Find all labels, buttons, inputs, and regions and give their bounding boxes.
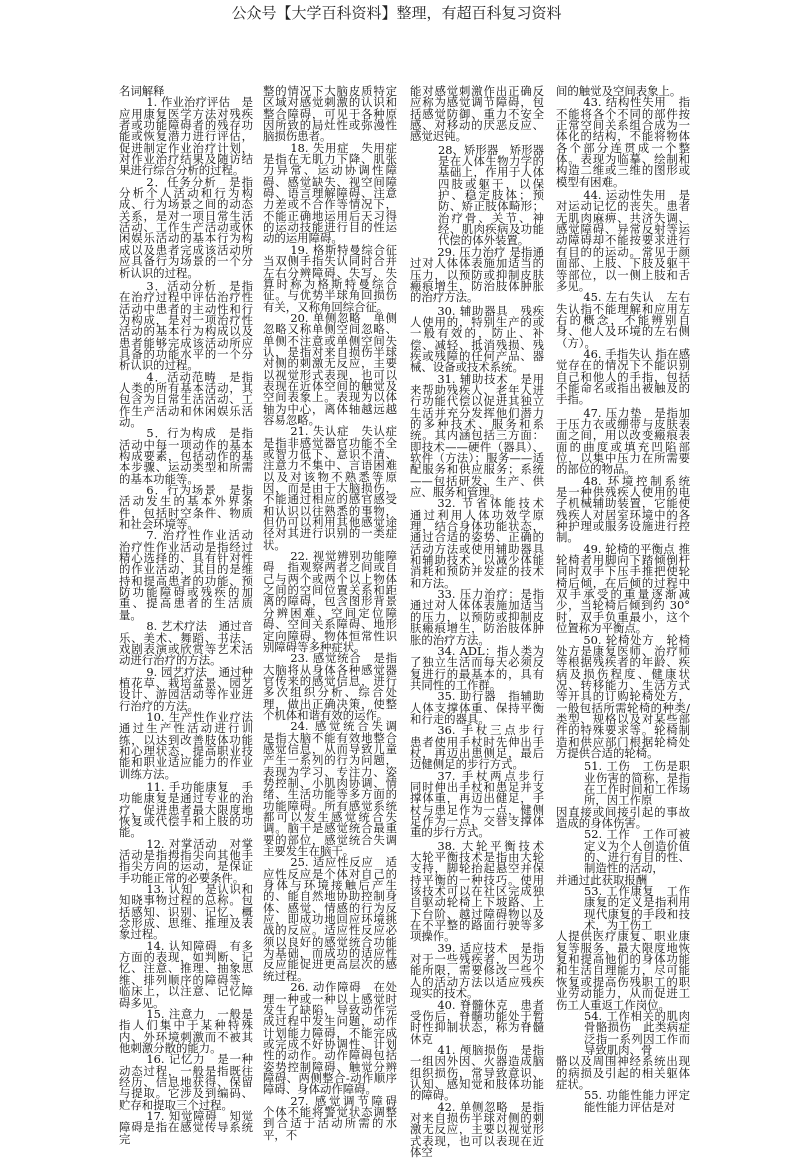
term-entry: 17. 知觉障碍 知觉障碍是指在感觉传导系统完 [119,1108,253,1146]
term-entry-continued: 因直接或间接引起的事故造成的身体伤害。 [556,804,690,830]
term-entry: 45. 左右失认 左右失认指不能理解和应用左右的概念，不能辨别自身、他人及环境的左右侧（方）。 [556,290,690,350]
term-entry-continued: 整的情况下大脑皮质特定区域对感觉刺激的认识和整合障碍，可见于各种原因所致的局灶性或弥漫性脑损伤患者。 [263,84,397,144]
term-entry: 11. 手功能康复 手功能康复是通过专业的治疗，促进患者最大限度地恢复或代偿手和上肢的功能。 [119,779,253,840]
term-entry: 20. 单侧忽略 单侧忽略又称单侧空间忽略、单侧不注意或单侧空间失认，是指对来自损伤半球对侧的刺激无反应，主要以视觉形式表现，也可以表现在近体空间的触觉及空间表象上。表现为以体轴为中心，离体轴越远越容易忽略。 [263,310,397,427]
term-entry: 35. 助行器 指辅助人体支撑体重、保持平衡和行走的器具。 [410,689,544,726]
term-entry-continued: 能对感觉刺激作出正确反应称为感觉调节障碍，包括感觉防御、重力不安全感、对移动的厌恶反应、感觉迟钝。 [410,84,544,144]
term-entry: 47. 压力垫 是指加于压力衣或绷带与皮肤表面之间，用以改变瘢痕表面的曲度或填充凹陷部位，以集中压力在所需要的部位的物品。 [556,405,690,477]
term-entry: 55. 功能性能力评定 能性能力评估是对 [584,1088,702,1114]
term-entry: 12. 对掌活动 对掌活动是指拇指尖向其他手指尖方向的运动，是保证手功能正常的必要条件。 [119,836,253,885]
term-entry: 5．行为构成 是指活动中每一项动作的基本构成要素，包括动作的基本步骤、运动类型和所需的基本功能等。 [119,426,253,486]
page-header-watermark: 公众号【大学百科资料】整理，有超百科复习资料 [231,4,562,22]
term-entry: 9. 园艺疗法 通过种植花草、栽培盆景、园艺设计、游园活动等作业进行治疗的方法。 [119,664,253,713]
term-entry: 8. 艺术疗法 通过音乐、美术、舞蹈、书法、戏剧表演或欣赏等艺术活动进行治疗的方法。 [119,619,253,668]
term-entry: 16. 记忆力 是一种动态过程，一般是指既往经历、信息地获得、保留与提取。它涉及到编码、贮存和提取三个过程。 [119,1052,253,1112]
term-entry: 48. 环境控制系统 是一种供残疾人使用的电子机械辅助装置，它能使残疾人对居室环境中的各种护理或服务设施进行控制。 [556,473,702,545]
term-entry: 22. 视觉辨别功能障碍 指观察两者之间或自己与两个或两个以上物体之间的空间位置关系和距离的障碍，包含图形背景分辨困难、空间定位障碍、空间关系障碍、地形定向障碍、物体恒常性识别障碍等多种症状。 [263,549,397,654]
term-entry: 3．活动分析 是指在治疗过程中评估治疗性活动中患者的主动性和行为构成，是对一项治疗性活动的基本行为构成以及患者能够完成该活动所应具备的功能水平的一个分析认识的过程。 [119,278,253,373]
term-entry: 32. 节省体能技术 通过利用人体功效学原理，结合身体功能状态，通过合适的姿势、正确的活动方法或使用辅助器具和辅助技术，以减少体能消耗和预防并发症的技术和方法。 [410,496,556,590]
term-entry: 38. 大轮平衡技术 大轮平衡技术是指由大轮支持，脚轮抬起悬空并保持平衡的一种技巧。使用该技术可以在社区完成独自驱动轮椅上下坡路、上下台阶、越过障碍物以及在不平整的路面行驶等多项操作。 [410,838,556,944]
term-entry: 19. 格斯特曼综合征 当双侧手指失认同时合并左右分辨障碍、失写、失算时称为格斯特曼综合征。与优势半球角回损伤有关，又称角回综合征。 [263,242,409,314]
term-entry: 4．活动范畴 是指人类的所有基本活动，其包含为日常生活活动、工作生产活动和休闲娱乐活动。 [119,369,253,429]
term-entry: 33. 压力治疗：是指通过对人体体表施加适当的压力，以预防或抑制皮肤瘢痕增生，防治肢体肿胀的治疗方法。 [410,587,544,647]
term-entry: 53. 工作康复 工作康复的定义是指利用现代康复的手段和技术，为工伤工 [584,884,690,933]
term-entry: 50. 轮椅处方 轮椅处方是康复医师、治疗师等根据残疾者的年龄、疾病及损伤程度、健康状况、转移能力、生活方式等开具的订购轮椅处方，一般包括所需轮椅的种类/类型、规格以及对某些部件的特殊要求等。轮椅制造和供应部门根据轮椅处方提供合适的轮椅。 [556,632,690,760]
term-entry: 51. 工伤 工伤是职业伤害的简称，是指在工作时间和工作场所，因工作原 [584,759,690,808]
term-entry: 24. 感觉统合失调 是指大脑不能有效地整合感觉信息，从而导致儿童产生一系列的行为问题，表现为学习、专注力、姿势控制、小肌肉协调、情绪、生活功能等多方面的功能障碍。所有感觉系统都可以发生感觉统合失调。脑干是感觉统合最重要的部位，感觉统合失调主要发生在脑干。 [263,719,409,859]
term-entry: 41. 颅脑损伤 是指一组因外因、火器造成脑组织损伤，常导致意识、认知、感知觉和肢体功能的障碍。 [410,1042,544,1103]
term-entry: 40. 脊髓休克 患者受伤后，脊髓功能处于暂 时性抑制状态，称为脊髓休克 [410,997,544,1046]
term-entry: 43. 结构性失用 指不能将各个不同的部件按正常空间关系组合成为一体化的结构，不能将物体各个部分连贯成一个整体。表现为临摹、绘制和构造二维或三维的图形或模型有困难。 [556,95,690,189]
text-column-1 [119,84,265,1146]
term-entry: 6．行为场景 是指活动发生的基本外界条件，包括时空条件、物质和社会环境等。 [119,483,253,532]
term-entry: 42. 单侧忽略 是指对来自损伤半球对侧的刺激无反应，主要以视觉形式表现，也可以表现在近体空 [410,1099,544,1159]
term-entry: 37. 手杖两点步行 同时伸出手杖和患足并支撑体重，再迈出健足，手杖与患足作为一点，健侧足作为一点，交替支撑体重的步行方式。 [410,768,556,840]
term-entry-continued: 间的触觉及空间表象上。 [556,84,682,98]
term-entry: 25. 适应性反应 适应性反应是个体对自己的身体与环境接触后产生的、能自然地协助控制身体、感觉、情感的行为反应，即成功地回应环境挑战的反应。适应性反应必须以良好的感觉统合功能为基础，而成功的适应性反应能促进更高层次的感统过程。 [263,855,397,983]
term-entry: 54. 工作相关的肌肉骨骼损伤 此类病症泛指一系列因工作而导致肌肉、骨 [584,1008,690,1057]
text-column-2 [263,84,409,1142]
term-entry: 13. 认知 是认识和知晓事物过程的总称。包括感知、识别、记忆、概念形成、思维、推理及表象过程。 [119,882,253,942]
term-entry: 28、矫形器 矫形器是在人体生物力学的基础上，作用于人体四肢或躯干，以保护、稳定肢体；预防、矫正肢体畸形；治疗骨、关节、神经、肌肉疾病及功能代偿的体外装置。 [438,142,544,248]
term-entry: 2．任务分析 是指分析个人活动和行为构成、行为场景之间的动态关系，是对一项日常生活活动、工作生产活动或休闲娱乐活动的基本行为构成以及患者完成该活动所应具备行为场景的一个分析认识的过程。 [119,174,253,280]
term-entry: 49. 轮椅的平衡点 推轮椅者用脚向下踏倾倒杆同时双手下压手推把使轮椅后倾，在后倾的过程中双手承受的重量逐渐减少，当轮椅后倾到约 30° 时，双手负重最小，这个位置称为平衡点。 [556,541,690,636]
term-entry: 29. 压力治疗 是指通过对人体体表施加适当的压力，以预防或抑制皮肤瘢痕增生，防治肢体肿胀的治疗方法。 [410,244,544,305]
term-entry: 36. 手杖三点步行 患者使用手杖时先伸出手杖，再迈出患侧足，最后迈健侧足的步行方式。 [410,723,556,772]
term-entry: 34. ADL：指人类为了独立生活而每天必须反复进行的最基本的，具有共同性的工作群。 [410,643,544,692]
term-entry: 7. 治疗性作业活动 治疗性作业活动是指经过精心选择的、具有针对性的作业活动，其目的是维持和提高患者的功能、预防功能障碍或残疾的加重、提高患者的生活质量。 [119,528,253,622]
term-entry: 46. 手指失认 指在感觉存在的情况下不能识别自己和他人的手指，包括不能命名或指出被触及的手指。 [556,346,690,407]
term-entry-continued: 并通过此获取报酬 [556,872,648,887]
term-entry: 21. 失认症 失认症是指非感觉器官功能不全或智力低下、意识不清、注意力不集中、言语困难以及对该物不熟悉等原因，而是由于大脑损伤，不能通过相应的感官感受和认识以往熟悉的事物，但仍可以利用其他感觉途径对其进行识别的一类症状。 [263,424,397,552]
term-entry: 39. 适应技术 是指对于一些残疾者，因为功能所限，需要修改一些个人的活动方法以适应残疾现实的技术。 [410,940,544,1001]
term-entry: 26. 动作障碍 在处理一种或一种以上感觉时发生了缺陷，导致动作完成过程中发生问题，动作计划能力障碍，不能完成或完成不好协调性、计划性的动作。动作障碍包括姿势控制障碍、触觉分辨障碍、两侧整合-动作顺序障碍、身体动作障碍。 [263,980,397,1097]
section-title: 名词解释 [119,84,165,98]
term-entry: 52. 工作 工作可被定义为个人创造价值的、进行有目的性、制造性的活动， [584,827,690,876]
term-entry: 23. 感觉统合 是指大脑将从身体各种感觉器官传来的感觉信息，进行多次组织分析、综合处理，做出正确决策，使整个机体和谐有效的运作。 [263,651,397,722]
term-entry: 44. 运动性失用 是对运动记忆的丧失。患者无肌肉麻痹、共济失调、感觉障碍、异常反射等运动障碍却不能按要求进行有目的的运动。常见于颜面部、上肢、下肢及躯干等部位，以一侧上肢和舌多见。 [556,188,690,293]
text-column-3 [410,84,556,1159]
text-column-4 [556,84,702,1114]
term-entry: 27. 感觉调节障碍 个体不能将警觉状态调整到合适于活动所需的水平，不 [263,1093,409,1142]
term-entry: 10. 生产性作业疗法 通过生产性活动进行训练，以达到改善肢体功能和心理状态，提高职业技能和职业适应能力的作业训练方法。 [119,709,265,781]
term-entry: 18. 失用症 失用症是指在无肌力下降、肌张力异常、运动协调性障碍、感觉缺失、视空间障碍、语言理解障碍、注意力差或不合作等情况下，不能正确地运用后天习得的运动技能进行目的性运动的运用障碍。 [263,140,397,246]
term-entry: 30. 辅助器具 残疾人使用的，特别生产的或一般有效的，防止、补偿、减轻、抵消残损、残疾或残障的任何产品、器械、设备或技术系统。 [410,303,544,375]
term-entry: 15. 注意力 一般是指人们集中于某种特殊内、外环境刺激而不被其他刺激分散的能力。 [119,1006,253,1055]
term-entry-continued: 人提供医疗康复、职业康复等服务，最大限度地恢复和提高他们的身体功能和生活自理能力，尽可能恢复或提高伤残职工的职业劳动能力，从而促进工伤工人重返工作岗位。 [556,929,690,1012]
term-entry: 31. 辅助技术 是用来帮助残疾人、老年人进行功能代偿以促进其独立生活并充分发挥他们潜力的多种技术、服务和系统。其内涵包括三方面：即技术——硬件（器具）、软件（方法）；服务——适配服务和供应服务；系统——包括研发、生产、供应、服务和管理。 [410,371,544,500]
term-entry: 1. 作业治疗评估 是应用康复医学方法对残疾者或功能障碍者的残存功能或恢复潜力进行评估，促进制定作业治疗计划，对作业治疗结果及随访结果进行综合分析的过程。 [119,95,253,178]
term-entry: 14. 认知障碍 有多方面的表现，如判断、记忆、注意、推理、抽象思维、排列顺序的障碍等，临床上，以注意、记忆障碍多见。 [119,938,253,1010]
term-entry-continued: 骼以及周围神经系统出现的病损及引起的相关躯体症状。 [556,1054,690,1091]
